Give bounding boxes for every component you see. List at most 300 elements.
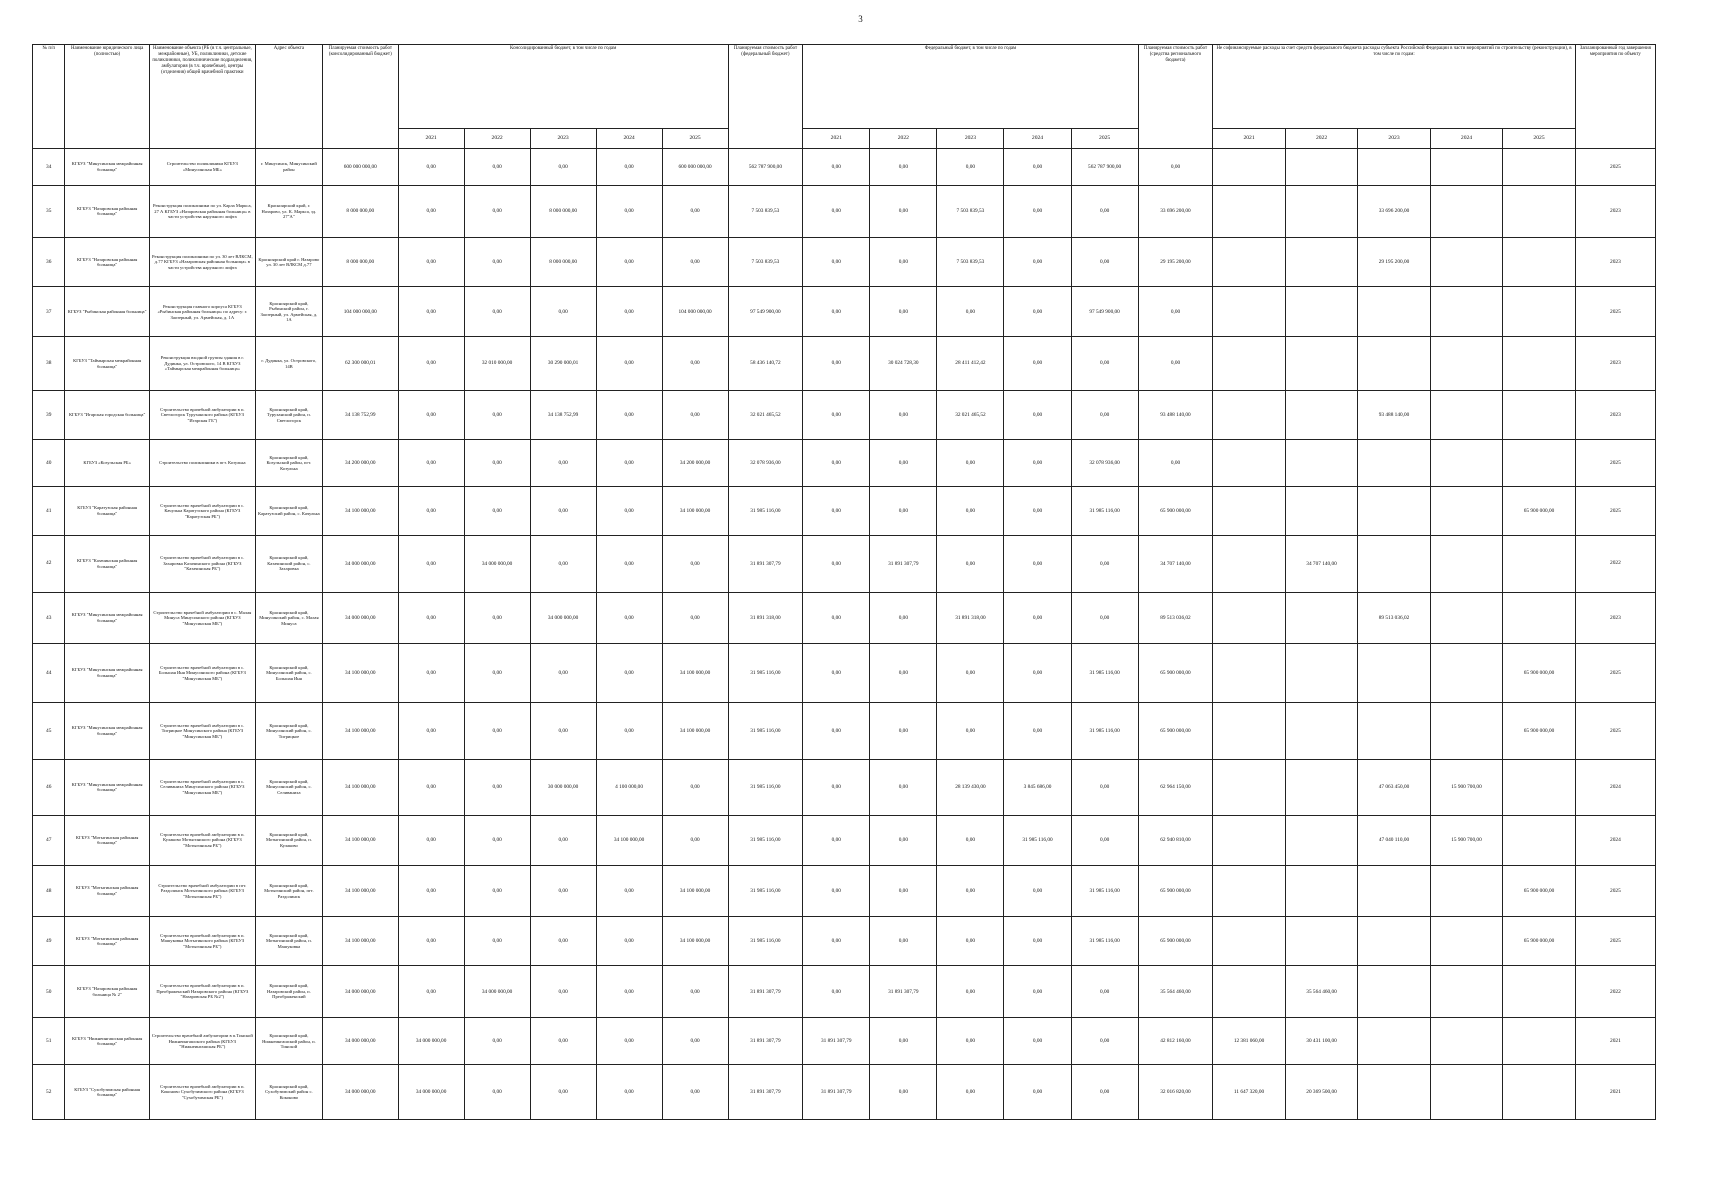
row-number: 52 bbox=[33, 1065, 65, 1120]
nonfinanced-year-value bbox=[1213, 643, 1285, 702]
federal-year-value: 0,00 bbox=[803, 815, 870, 865]
federal-year-value: 0,00 bbox=[870, 865, 937, 916]
federal-year-value: 0,00 bbox=[1004, 238, 1071, 287]
institution-name: КГБУЗ "Минусинская межрайонная больница" bbox=[65, 759, 149, 815]
nonfinanced-year-value: 47 063 450,00 bbox=[1358, 759, 1430, 815]
federal-year-value: 0,00 bbox=[937, 287, 1004, 337]
nonfinanced-year-value bbox=[1430, 702, 1502, 759]
nonfinanced-year-value: 34 707 140,00 bbox=[1285, 535, 1357, 592]
regional-total: 65 900 000,00 bbox=[1138, 486, 1213, 535]
federal-year-value: 0,00 bbox=[1004, 966, 1071, 1018]
completion-year: 2025 bbox=[1575, 149, 1655, 186]
header-object: Наименование объекта (РБ (в т.ч. центральные, межрайонные), УБ, поликлиники, детские поликлиники, поликлинические подразделения, амбулатория (в т.ч. врачебные), центры (отделения) общей врачебной практики bbox=[149, 45, 255, 149]
federal-year-value: 0,00 bbox=[803, 759, 870, 815]
consolidated-year-value: 0,00 bbox=[530, 966, 596, 1018]
consolidated-year-value: 34 100 000,00 bbox=[596, 815, 662, 865]
federal-year-value: 562 787 900,00 bbox=[1071, 149, 1138, 186]
federal-total: 31 891 307,79 bbox=[728, 966, 803, 1018]
consolidated-year-value: 0,00 bbox=[596, 865, 662, 916]
institution-name: КГБУЗ "Мотыгинская районная больница" bbox=[65, 917, 149, 966]
nonfinanced-year-value bbox=[1503, 390, 1576, 439]
nonfinanced-year-value bbox=[1285, 759, 1357, 815]
federal-year-value: 7 503 839,53 bbox=[937, 238, 1004, 287]
nonfinanced-year-value: 89 513 036,02 bbox=[1358, 592, 1430, 643]
nonfinanced-year-value bbox=[1430, 337, 1502, 391]
nonfinanced-year-value bbox=[1358, 439, 1430, 486]
consolidated-year-value: 0,00 bbox=[662, 966, 728, 1018]
federal-year-value: 32 021 465,52 bbox=[937, 390, 1004, 439]
consolidated-year-value: 30 000 000,00 bbox=[530, 759, 596, 815]
federal-year-value: 0,00 bbox=[1004, 865, 1071, 916]
nonfinanced-year-value bbox=[1213, 149, 1285, 186]
federal-total: 32 078 936,00 bbox=[728, 439, 803, 486]
consolidated-total: 8 000 000,00 bbox=[322, 185, 398, 237]
federal-year-value: 31 891 307,79 bbox=[870, 535, 937, 592]
consolidated-year-value: 0,00 bbox=[464, 1065, 530, 1120]
row-number: 35 bbox=[33, 185, 65, 237]
completion-year: 2023 bbox=[1575, 185, 1655, 237]
consolidated-year-value: 0,00 bbox=[398, 287, 464, 337]
table-row bbox=[33, 1018, 1656, 1065]
nonfinanced-year-value bbox=[1358, 643, 1430, 702]
federal-year-value: 0,00 bbox=[803, 917, 870, 966]
completion-year: 2023 bbox=[1575, 337, 1655, 391]
nonfinanced-year-value bbox=[1285, 486, 1357, 535]
nonfinanced-year-value bbox=[1285, 643, 1357, 702]
federal-year-value: 0,00 bbox=[937, 486, 1004, 535]
nonfinanced-year-value: 65 900 000,00 bbox=[1503, 643, 1576, 702]
federal-year-value: 0,00 bbox=[803, 865, 870, 916]
consolidated-total: 34 100 000,00 bbox=[322, 917, 398, 966]
nonfinanced-year-value bbox=[1430, 238, 1502, 287]
year-header: 2023 bbox=[1358, 129, 1430, 149]
nonfinanced-year-value: 65 900 000,00 bbox=[1503, 865, 1576, 916]
nonfinanced-year-value bbox=[1430, 1065, 1502, 1120]
consolidated-year-value: 34 000 000,00 bbox=[464, 966, 530, 1018]
federal-year-value: 0,00 bbox=[803, 592, 870, 643]
consolidated-year-value: 0,00 bbox=[596, 1018, 662, 1065]
consolidated-year-value: 34 000 000,00 bbox=[464, 535, 530, 592]
table-row bbox=[33, 966, 1656, 1018]
institution-name: КГБУЗ "Мотыгинская районная больница" bbox=[65, 815, 149, 865]
federal-year-value: 0,00 bbox=[1071, 185, 1138, 237]
consolidated-year-value: 0,00 bbox=[596, 337, 662, 391]
federal-year-value: 0,00 bbox=[1071, 592, 1138, 643]
consolidated-year-value: 0,00 bbox=[662, 815, 728, 865]
federal-year-value: 0,00 bbox=[1004, 1018, 1071, 1065]
nonfinanced-year-value bbox=[1503, 287, 1576, 337]
table-body bbox=[33, 149, 1656, 1120]
federal-year-value: 0,00 bbox=[870, 390, 937, 439]
federal-year-value: 0,00 bbox=[803, 643, 870, 702]
regional-total: 65 900 000,00 bbox=[1138, 702, 1213, 759]
consolidated-year-value: 8 000 000,00 bbox=[530, 185, 596, 237]
consolidated-year-value: 0,00 bbox=[464, 486, 530, 535]
consolidated-year-value: 34 200 000,00 bbox=[662, 439, 728, 486]
federal-year-value: 0,00 bbox=[1004, 337, 1071, 391]
row-number: 50 bbox=[33, 966, 65, 1018]
row-number: 34 bbox=[33, 149, 65, 186]
header-planned-year: Запланированный год завершения мероприятия по объекту bbox=[1575, 45, 1655, 149]
federal-year-value: 0,00 bbox=[870, 1065, 937, 1120]
consolidated-total: 600 000 000,00 bbox=[322, 149, 398, 186]
nonfinanced-year-value bbox=[1213, 535, 1285, 592]
nonfinanced-year-value bbox=[1430, 966, 1502, 1018]
table-row bbox=[33, 185, 1656, 237]
object-name: Реконструкция входной группы здания в г. Дудинка, ул. Островского, 14 В КГБУЗ «Таймырская межрайонная больница» bbox=[149, 337, 255, 391]
federal-total: 31 891 307,79 bbox=[728, 1018, 803, 1065]
object-address: Красноярский край г. Назарово ул. 30 лет ВЛКСМ д.77 bbox=[255, 238, 322, 287]
nonfinanced-year-value bbox=[1285, 390, 1357, 439]
regional-total: 29 195 200,00 bbox=[1138, 238, 1213, 287]
row-number: 46 bbox=[33, 759, 65, 815]
federal-year-value: 31 985 116,00 bbox=[1071, 486, 1138, 535]
consolidated-year-value: 0,00 bbox=[398, 390, 464, 439]
regional-total: 33 696 200,00 bbox=[1138, 185, 1213, 237]
federal-total: 32 021 465,52 bbox=[728, 390, 803, 439]
table-row bbox=[33, 439, 1656, 486]
federal-year-value: 0,00 bbox=[803, 966, 870, 1018]
federal-year-value: 31 985 116,00 bbox=[1071, 702, 1138, 759]
consolidated-year-value: 0,00 bbox=[596, 917, 662, 966]
row-number: 51 bbox=[33, 1018, 65, 1065]
row-number: 40 bbox=[33, 439, 65, 486]
federal-year-value: 3 845 686,00 bbox=[1004, 759, 1071, 815]
consolidated-year-value: 0,00 bbox=[530, 643, 596, 702]
federal-total: 58 436 140,72 bbox=[728, 337, 803, 391]
header-planned-federal: Планируемая стоимость работ (федеральный бюджет) bbox=[728, 45, 803, 149]
federal-year-value: 7 503 839,53 bbox=[937, 185, 1004, 237]
regional-total: 0,00 bbox=[1138, 439, 1213, 486]
federal-total: 31 985 116,00 bbox=[728, 917, 803, 966]
object-name: Строительство врачебной амбулатории в п. Преображенский Назаровского района (КГБУЗ "Назаровская РБ №2") bbox=[149, 966, 255, 1018]
consolidated-total: 34 100 000,00 bbox=[322, 643, 398, 702]
year-header: 2023 bbox=[937, 129, 1004, 149]
consolidated-year-value: 0,00 bbox=[398, 149, 464, 186]
federal-year-value: 32 078 936,00 bbox=[1071, 439, 1138, 486]
object-name: Строительство врачебной амбулатории в п. Машуковка Мотыгинского района (КГБУЗ "Мотыгинская РБ") bbox=[149, 917, 255, 966]
federal-total: 562 787 900,00 bbox=[728, 149, 803, 186]
nonfinanced-year-value bbox=[1430, 149, 1502, 186]
consolidated-year-value: 0,00 bbox=[464, 702, 530, 759]
federal-total: 31 985 116,00 bbox=[728, 702, 803, 759]
nonfinanced-year-value bbox=[1503, 439, 1576, 486]
consolidated-year-value: 34 100 000,00 bbox=[662, 865, 728, 916]
consolidated-year-value: 0,00 bbox=[596, 1065, 662, 1120]
federal-year-value: 0,00 bbox=[1071, 238, 1138, 287]
consolidated-year-value: 0,00 bbox=[398, 643, 464, 702]
federal-total: 97 549 900,00 bbox=[728, 287, 803, 337]
object-name: Строительство врачебной амбулатории в с. Малая Минуса Минусинского района (КГБУЗ "Минусинская МБ") bbox=[149, 592, 255, 643]
federal-year-value: 31 891 307,79 bbox=[870, 966, 937, 1018]
row-number: 43 bbox=[33, 592, 65, 643]
nonfinanced-year-value: 65 900 000,00 bbox=[1503, 486, 1576, 535]
object-address: г. Минусинск, Минусинский район bbox=[255, 149, 322, 186]
nonfinanced-year-value bbox=[1213, 238, 1285, 287]
nonfinanced-year-value bbox=[1285, 702, 1357, 759]
regional-total: 62 964 150,00 bbox=[1138, 759, 1213, 815]
nonfinanced-year-value bbox=[1285, 337, 1357, 391]
nonfinanced-year-value: 47 040 110,00 bbox=[1358, 815, 1430, 865]
consolidated-year-value: 0,00 bbox=[398, 759, 464, 815]
object-name: Строительство врачебной амбулатории в с. Большая Иня Минусинского района (КГБУЗ "Минусинская МБ") bbox=[149, 643, 255, 702]
federal-year-value: 0,00 bbox=[870, 1018, 937, 1065]
nonfinanced-year-value bbox=[1285, 917, 1357, 966]
regional-total: 65 900 000,00 bbox=[1138, 917, 1213, 966]
regional-total: 65 900 000,00 bbox=[1138, 643, 1213, 702]
federal-year-value: 0,00 bbox=[870, 815, 937, 865]
federal-year-value: 0,00 bbox=[870, 702, 937, 759]
year-header: 2021 bbox=[1213, 129, 1285, 149]
consolidated-year-value: 34 100 000,00 bbox=[662, 917, 728, 966]
nonfinanced-year-value: 35 564 460,00 bbox=[1285, 966, 1357, 1018]
federal-year-value: 0,00 bbox=[937, 917, 1004, 966]
federal-year-value: 0,00 bbox=[1004, 439, 1071, 486]
header-group-federal: Федеральный бюджет, в том числе по годам bbox=[803, 45, 1138, 129]
nonfinanced-year-value bbox=[1213, 966, 1285, 1018]
consolidated-year-value: 0,00 bbox=[596, 702, 662, 759]
consolidated-year-value: 0,00 bbox=[596, 535, 662, 592]
consolidated-total: 34 000 000,00 bbox=[322, 535, 398, 592]
nonfinanced-year-value bbox=[1213, 865, 1285, 916]
table-row bbox=[33, 486, 1656, 535]
nonfinanced-year-value bbox=[1430, 486, 1502, 535]
nonfinanced-year-value bbox=[1430, 917, 1502, 966]
table-row bbox=[33, 917, 1656, 966]
nonfinanced-year-value bbox=[1285, 439, 1357, 486]
object-name: Строительство врачебной амбулатории в с. Захаровка Казачинского района (КГБУЗ "Казачинская РБ") bbox=[149, 535, 255, 592]
nonfinanced-year-value bbox=[1430, 592, 1502, 643]
consolidated-year-value: 0,00 bbox=[596, 966, 662, 1018]
consolidated-year-value: 0,00 bbox=[662, 337, 728, 391]
row-number: 45 bbox=[33, 702, 65, 759]
federal-year-value: 0,00 bbox=[1071, 1065, 1138, 1120]
nonfinanced-year-value bbox=[1285, 865, 1357, 916]
regional-total: 0,00 bbox=[1138, 287, 1213, 337]
consolidated-year-value: 0,00 bbox=[530, 287, 596, 337]
completion-year: 2025 bbox=[1575, 643, 1655, 702]
consolidated-year-value: 0,00 bbox=[596, 185, 662, 237]
federal-year-value: 0,00 bbox=[1071, 815, 1138, 865]
completion-year: 2025 bbox=[1575, 702, 1655, 759]
federal-year-value: 0,00 bbox=[937, 815, 1004, 865]
nonfinanced-year-value bbox=[1213, 702, 1285, 759]
consolidated-year-value: 0,00 bbox=[530, 535, 596, 592]
regional-total: 65 900 000,00 bbox=[1138, 865, 1213, 916]
completion-year: 2022 bbox=[1575, 535, 1655, 592]
regional-total: 42 812 160,00 bbox=[1138, 1018, 1213, 1065]
consolidated-year-value: 0,00 bbox=[530, 486, 596, 535]
object-name: Реконструкция поликлиники по ул. Карла Маркса, 27 А КГБУЗ «Назаровская районная больница» в части устройства наружного лифта bbox=[149, 185, 255, 237]
consolidated-year-value: 0,00 bbox=[530, 702, 596, 759]
completion-year: 2023 bbox=[1575, 390, 1655, 439]
nonfinanced-year-value bbox=[1213, 185, 1285, 237]
table-row bbox=[33, 865, 1656, 916]
consolidated-year-value: 34 100 000,00 bbox=[662, 643, 728, 702]
nonfinanced-year-value bbox=[1213, 815, 1285, 865]
year-header: 2023 bbox=[530, 129, 596, 149]
nonfinanced-year-value bbox=[1503, 966, 1576, 1018]
object-name: Строительство поликлиники КГБУЗ «Минусинская МБ» bbox=[149, 149, 255, 186]
nonfinanced-year-value: 30 431 100,00 bbox=[1285, 1018, 1357, 1065]
consolidated-year-value: 104 000 000,00 bbox=[662, 287, 728, 337]
object-name: Строительство врачебной амбулатории в с. Качулька Каратузского района (КГБУЗ "Каратузская РБ") bbox=[149, 486, 255, 535]
consolidated-year-value: 0,00 bbox=[464, 185, 530, 237]
institution-name: КГБУЗ "Назаровская районная больница" bbox=[65, 185, 149, 237]
institution-name: КГБУЗ "Минусинская межрайонная больница" bbox=[65, 592, 149, 643]
nonfinanced-year-value bbox=[1358, 337, 1430, 391]
federal-year-value: 28 139 430,00 bbox=[937, 759, 1004, 815]
consolidated-year-value: 0,00 bbox=[464, 439, 530, 486]
consolidated-total: 34 100 000,00 bbox=[322, 759, 398, 815]
completion-year: 2025 bbox=[1575, 865, 1655, 916]
institution-name: КГБУЗ "Минусинская межрайонная больница" bbox=[65, 149, 149, 186]
consolidated-year-value: 0,00 bbox=[398, 865, 464, 916]
federal-year-value: 31 985 116,00 bbox=[1071, 865, 1138, 916]
completion-year: 2025 bbox=[1575, 439, 1655, 486]
nonfinanced-year-value bbox=[1213, 287, 1285, 337]
consolidated-total: 34 100 000,00 bbox=[322, 815, 398, 865]
consolidated-year-value: 0,00 bbox=[596, 592, 662, 643]
institution-name: КГБУЗ "Игарская городская больница" bbox=[65, 390, 149, 439]
nonfinanced-year-value bbox=[1358, 1018, 1430, 1065]
federal-year-value: 31 985 116,00 bbox=[1071, 643, 1138, 702]
year-header: 2022 bbox=[1285, 129, 1357, 149]
institution-name: КГБУЗ "Мотыгинская районная больница" bbox=[65, 865, 149, 916]
nonfinanced-year-value: 65 900 000,00 bbox=[1503, 702, 1576, 759]
regional-total: 32 016 820,00 bbox=[1138, 1065, 1213, 1120]
table-row bbox=[33, 643, 1656, 702]
row-number: 49 bbox=[33, 917, 65, 966]
federal-year-value: 0,00 bbox=[1004, 149, 1071, 186]
nonfinanced-year-value bbox=[1503, 185, 1576, 237]
consolidated-total: 8 000 000,00 bbox=[322, 238, 398, 287]
nonfinanced-year-value bbox=[1430, 439, 1502, 486]
year-header: 2021 bbox=[803, 129, 870, 149]
row-number: 44 bbox=[33, 643, 65, 702]
object-address: Красноярский край, Минусинский район, с. Селиваниха bbox=[255, 759, 322, 815]
header-address: Адрес объекта bbox=[255, 45, 322, 149]
object-address: Красноярский край, Каратузский район, с. Качулька bbox=[255, 486, 322, 535]
federal-year-value: 0,00 bbox=[937, 643, 1004, 702]
table-row bbox=[33, 390, 1656, 439]
object-address: Красноярский край, Мотыгинский район, пгт. Раздолинск bbox=[255, 865, 322, 916]
consolidated-year-value: 0,00 bbox=[662, 535, 728, 592]
object-address: Красноярский край, Минусинский район, с. Малая Минуса bbox=[255, 592, 322, 643]
federal-year-value: 0,00 bbox=[803, 702, 870, 759]
consolidated-year-value: 4 100 000,00 bbox=[596, 759, 662, 815]
nonfinanced-year-value bbox=[1358, 917, 1430, 966]
header-row bbox=[33, 45, 1656, 129]
federal-year-value: 0,00 bbox=[870, 643, 937, 702]
regional-total: 0,00 bbox=[1138, 149, 1213, 186]
federal-total: 31 891 307,79 bbox=[728, 535, 803, 592]
federal-year-value: 0,00 bbox=[1004, 702, 1071, 759]
institution-name: КГБУЗ "Казачинская районная больница" bbox=[65, 535, 149, 592]
row-number: 48 bbox=[33, 865, 65, 916]
nonfinanced-year-value bbox=[1285, 592, 1357, 643]
consolidated-year-value: 0,00 bbox=[464, 390, 530, 439]
nonfinanced-year-value bbox=[1285, 238, 1357, 287]
row-number: 42 bbox=[33, 535, 65, 592]
year-header: 2025 bbox=[1071, 129, 1138, 149]
federal-year-value: 0,00 bbox=[870, 592, 937, 643]
institution-name: КГБУЗ "Минусинская межрайонная больница" bbox=[65, 643, 149, 702]
federal-year-value: 0,00 bbox=[937, 149, 1004, 186]
nonfinanced-year-value bbox=[1503, 149, 1576, 186]
consolidated-year-value: 0,00 bbox=[464, 917, 530, 966]
object-address: Красноярский край, Минусинский район, с. Большая Иня bbox=[255, 643, 322, 702]
federal-year-value: 0,00 bbox=[1004, 185, 1071, 237]
object-address: Красноярский край, Козульский район, пгт. Козулька bbox=[255, 439, 322, 486]
federal-year-value: 0,00 bbox=[1071, 966, 1138, 1018]
year-header: 2024 bbox=[1004, 129, 1071, 149]
consolidated-year-value: 0,00 bbox=[596, 486, 662, 535]
federal-year-value: 31 985 116,00 bbox=[1004, 815, 1071, 865]
federal-total: 31 891 307,79 bbox=[728, 1065, 803, 1120]
consolidated-year-value: 0,00 bbox=[596, 149, 662, 186]
completion-year: 2025 bbox=[1575, 287, 1655, 337]
consolidated-year-value: 0,00 bbox=[662, 390, 728, 439]
federal-total: 31 985 116,00 bbox=[728, 759, 803, 815]
header-planned-regional: Планируемая стоимость работ (средства регионального бюджета) bbox=[1138, 45, 1213, 149]
object-name: Строительство врачебной амбулатории в п.Тинской Нижнеингашского района (КГБУЗ "Нижнеингашская РБ") bbox=[149, 1018, 255, 1065]
row-number: 47 bbox=[33, 815, 65, 865]
header-institution: Наименование юридического лица (полностью) bbox=[65, 45, 149, 149]
nonfinanced-year-value bbox=[1430, 390, 1502, 439]
year-header: 2024 bbox=[1430, 129, 1502, 149]
object-address: Красноярский край, Мотыгинский район, п. Машуковка bbox=[255, 917, 322, 966]
federal-year-value: 0,00 bbox=[870, 185, 937, 237]
nonfinanced-year-value: 65 900 000,00 bbox=[1503, 917, 1576, 966]
object-name: Строительство врачебной амбулатории в с. Тигрицкое Минусинского района (КГБУЗ "Минусинская МБ") bbox=[149, 702, 255, 759]
nonfinanced-year-value bbox=[1358, 865, 1430, 916]
federal-year-value: 0,00 bbox=[1004, 1065, 1071, 1120]
institution-name: КГБУЗ «Козульская РБ» bbox=[65, 439, 149, 486]
object-address: Красноярский край, Нижнеингашский район, п. Тинской bbox=[255, 1018, 322, 1065]
federal-year-value: 0,00 bbox=[1071, 390, 1138, 439]
federal-year-value: 0,00 bbox=[1004, 917, 1071, 966]
regional-total: 62 940 810,00 bbox=[1138, 815, 1213, 865]
nonfinanced-year-value: 15 900 700,00 bbox=[1430, 815, 1502, 865]
year-header: 2025 bbox=[1503, 129, 1576, 149]
federal-year-value: 0,00 bbox=[1071, 1018, 1138, 1065]
nonfinanced-year-value bbox=[1358, 486, 1430, 535]
federal-year-value: 0,00 bbox=[1004, 643, 1071, 702]
federal-year-value: 0,00 bbox=[803, 238, 870, 287]
consolidated-year-value: 600 000 000,00 bbox=[662, 149, 728, 186]
object-address: Красноярский край, Сухобузимский район с. Коконово bbox=[255, 1065, 322, 1120]
object-address: Красноярский край, Казачинский район, с. Захаровка bbox=[255, 535, 322, 592]
consolidated-year-value: 0,00 bbox=[398, 185, 464, 237]
object-name: Строительство врачебной амбулатории в с. Селиваниха Минусинского района (КГБУЗ "Минусинская МБ") bbox=[149, 759, 255, 815]
nonfinanced-year-value: 15 900 700,00 bbox=[1430, 759, 1502, 815]
institution-name: КГБУЗ "Минусинская межрайонная больница" bbox=[65, 702, 149, 759]
federal-year-value: 0,00 bbox=[1071, 759, 1138, 815]
consolidated-total: 34 100 000,00 bbox=[322, 865, 398, 916]
object-name: Реконструкция поликлиники по ул. 30 лет ВЛКСМ, д.77 КГБУЗ «Назаровская районная больница» в части устройства наружного лифта bbox=[149, 238, 255, 287]
consolidated-year-value: 0,00 bbox=[398, 439, 464, 486]
federal-year-value: 0,00 bbox=[870, 917, 937, 966]
federal-year-value: 31 891 307,79 bbox=[803, 1018, 870, 1065]
nonfinanced-year-value: 11 647 320,00 bbox=[1213, 1065, 1285, 1120]
nonfinanced-year-value bbox=[1285, 185, 1357, 237]
object-address: г. Дудинка, ул. Островского, 14В bbox=[255, 337, 322, 391]
consolidated-year-value: 34 138 752,99 bbox=[530, 390, 596, 439]
year-header: 2022 bbox=[464, 129, 530, 149]
object-name: Строительство врачебной амбулатории в п. Коконово Сухобузимского района (КГБУЗ "Сухобузимская РБ") bbox=[149, 1065, 255, 1120]
consolidated-year-value: 0,00 bbox=[464, 815, 530, 865]
